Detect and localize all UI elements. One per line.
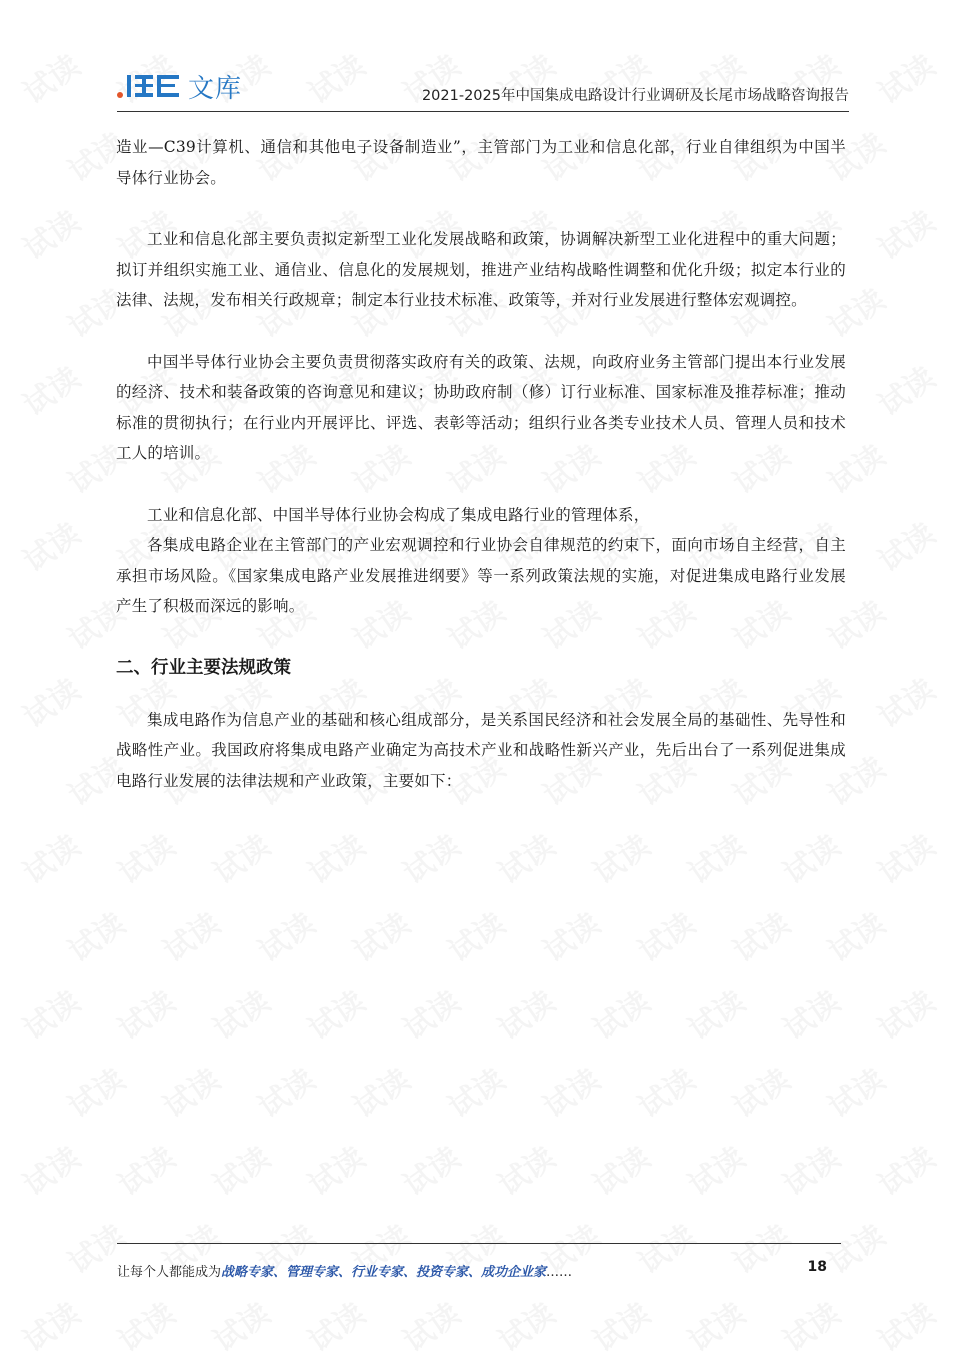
watermark-text	[488, 978, 562, 1048]
paragraph-3: 中国半导体行业协会主要负责贯彻落实政府有关的政策、法规，向政府业务主管部门提出本行业发展的经济、技术和装备政策的咨询意见和建议；协助政府制（修）订行业标准、国家标准及推荐标准；推动标准的贯彻执行；在行业内开展评比、评选、表彰等活动；组织行业各类专业技术人员、管理人员和技术工人的培训。	[116, 352, 846, 462]
paragraph-5: 各集成电路企业在主管部门的产业宏观调控和行业协会自律规范的约束下，面向市场自主经营，自主承担市场风险。《国家集成电路产业发展推进纲要》等一系列政策法规的实施，对促进集成电路行业发展产生了积极而深远的影响。	[116, 536, 846, 615]
watermark-text	[583, 1134, 657, 1204]
watermark-text	[818, 1056, 892, 1126]
watermark-text	[13, 510, 87, 580]
paragraph-2: 工业和信息化部主要负责拟定新型工业化发展战略和政策，协调解决新型工业化进程中的重大问题；拟订并组织实施工业、通信业、信息化的发展规划，推进产业结构战略性调整和优化升级；拟定本行业的法律、法规，发布相关行政规章；制定本行业技术标准、政策等，并对行业发展进行整体宏观调控。	[116, 230, 846, 309]
slogan-highlight: 战略专家、管理专家、行业专家、投资专家、成功企业家	[221, 1265, 547, 1280]
watermark-text	[13, 666, 87, 736]
watermark-text	[203, 978, 277, 1048]
watermark-text	[13, 822, 87, 892]
watermark-text	[868, 354, 942, 424]
slogan-prefix: 让每个人都能成为	[117, 1265, 222, 1280]
watermark-text	[773, 1134, 847, 1204]
section-heading: 二、行业主要法规政策	[116, 657, 291, 678]
watermark-text	[868, 822, 942, 892]
watermark-text	[203, 1134, 277, 1204]
logo	[117, 68, 242, 104]
watermark-text	[868, 978, 942, 1048]
watermark-text	[203, 822, 277, 892]
watermark-text	[583, 1290, 657, 1357]
watermark-text	[13, 42, 87, 112]
watermark-text	[298, 978, 372, 1048]
watermark-text	[13, 198, 87, 268]
watermark-text	[298, 822, 372, 892]
watermark-text	[678, 1134, 752, 1204]
watermark-text	[723, 900, 797, 970]
watermark-text	[108, 978, 182, 1048]
watermark-text	[58, 1056, 132, 1126]
watermark-text	[868, 1290, 942, 1357]
watermark-text	[533, 900, 607, 970]
watermark-text	[13, 1290, 87, 1357]
watermark-text	[868, 510, 942, 580]
watermark-text	[393, 1290, 467, 1357]
watermark-text	[868, 1134, 942, 1204]
watermark-text	[108, 822, 182, 892]
watermark-text	[438, 900, 512, 970]
watermark-text	[723, 1056, 797, 1126]
watermark-text	[393, 978, 467, 1048]
watermark-text	[678, 1290, 752, 1357]
watermark-text	[868, 666, 942, 736]
watermark-text	[13, 354, 87, 424]
watermark-text	[868, 198, 942, 268]
section-paragraph: 集成电路作为信息产业的基础和核心组成部分，是关系国民经济和社会发展全局的基础性、先导性和战略性产业。我国政府将集成电路产业确定为高技术产业和战略性新兴产业，先后出台了一系列促进集成电路行业发展的法律法规和产业政策，主要如下：	[116, 710, 846, 790]
watermark-text	[343, 1056, 417, 1126]
watermark-text	[13, 1134, 87, 1204]
watermark-text	[628, 900, 702, 970]
page-content	[116, 132, 846, 827]
footer-slogan	[117, 1261, 572, 1280]
report-title: 2021-2025年中国集成电路设计行业调研及长尾市场战略咨询报告	[421, 88, 849, 104]
header-divider	[117, 111, 849, 112]
watermark-text	[818, 900, 892, 970]
watermark-text	[298, 1290, 372, 1357]
watermark-text	[583, 978, 657, 1048]
watermark-text	[488, 1290, 562, 1357]
watermark-text	[108, 1290, 182, 1357]
page-header	[117, 60, 849, 112]
watermark-text	[248, 900, 322, 970]
watermark-text	[533, 1056, 607, 1126]
watermark-text	[248, 1056, 322, 1126]
watermark-text	[773, 1290, 847, 1357]
watermark-text	[58, 900, 132, 970]
watermark-text	[868, 42, 942, 112]
watermark-text	[343, 900, 417, 970]
paragraph-4: 工业和信息化部、中国半导体行业协会构成了集成电路行业的管理体系，	[147, 505, 650, 524]
watermark-text	[153, 1056, 227, 1126]
watermark-text	[678, 978, 752, 1048]
watermark-text	[203, 1290, 277, 1357]
watermark-text	[583, 822, 657, 892]
watermark-text	[393, 1134, 467, 1204]
watermark-text	[153, 900, 227, 970]
slogan-suffix: ……	[546, 1265, 573, 1280]
logo-mark-icon	[126, 73, 182, 99]
watermark-text	[773, 822, 847, 892]
watermark-text	[298, 1134, 372, 1204]
watermark-text	[628, 1056, 702, 1126]
page-footer	[117, 1243, 841, 1284]
watermark-text	[108, 1134, 182, 1204]
watermark-text	[488, 1134, 562, 1204]
watermark-text	[773, 978, 847, 1048]
watermark-text	[438, 1056, 512, 1126]
logo-text: 文库	[188, 73, 243, 104]
watermark-text	[488, 822, 562, 892]
logo-dot-icon	[117, 92, 123, 98]
paragraph-1: 造业—C39计算机、通信和其他电子设备制造业”，主管部门为工业和信息化部，行业自律组织为中国半导体行业协会。	[116, 138, 846, 187]
watermark-text	[13, 978, 87, 1048]
page-number: 18	[807, 1259, 827, 1275]
watermark-text	[678, 822, 752, 892]
watermark-text	[393, 822, 467, 892]
